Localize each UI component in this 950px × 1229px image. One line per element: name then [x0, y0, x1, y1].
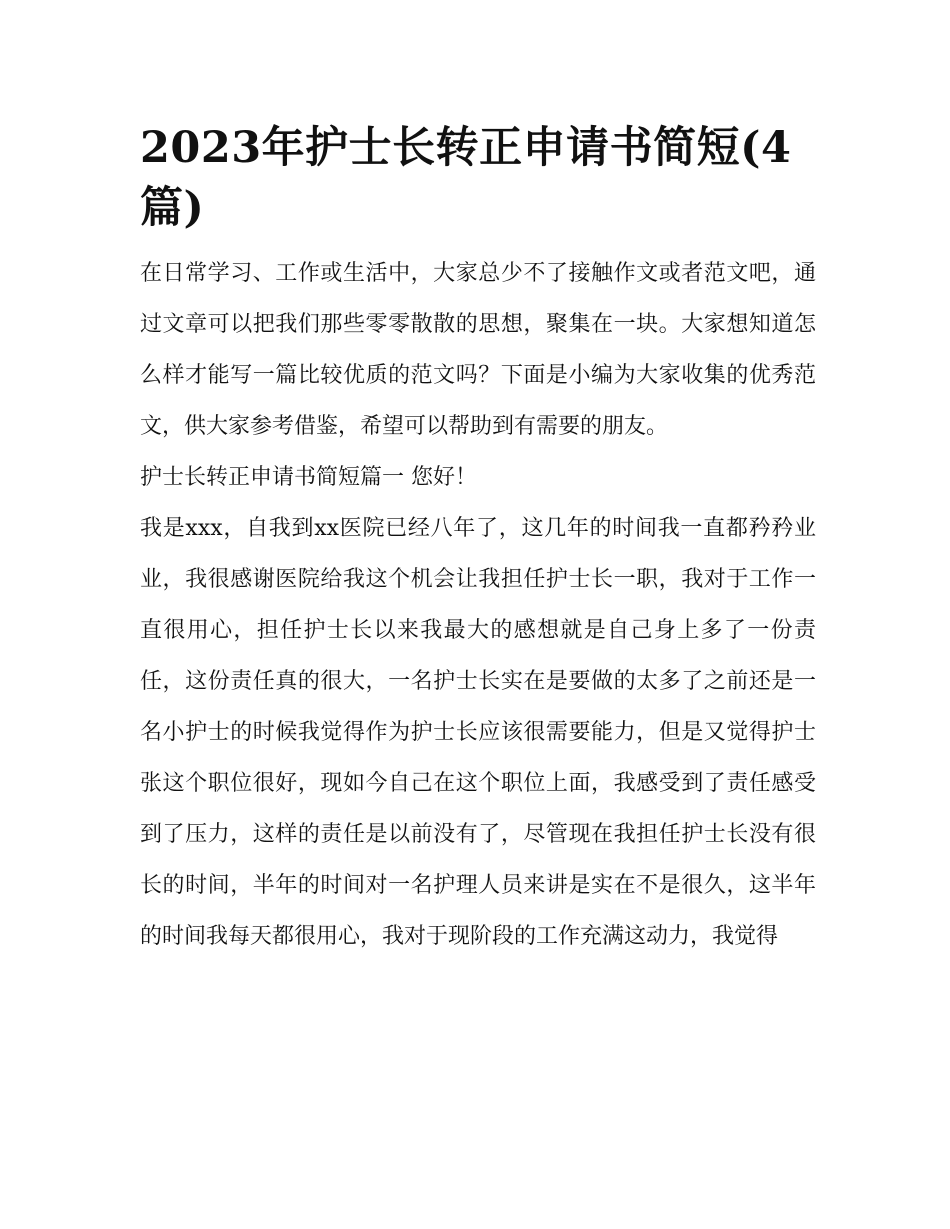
- intro-paragraph: 在日常学习、工作或生活中，大家总少不了接触作文或者范文吧，通过文章可以把我们那些零零散散的思想，聚集在一块。大家想知道怎么样才能写一篇比较优质的范文吗？下面是小编为大家收集的优秀范文，供大家参考借鉴，希望可以帮助到有需要的朋友。: [140, 261, 816, 439]
- document-title: 2023年护士长转正申请书简短(4篇): [140, 123, 792, 233]
- document-body: [140, 248, 816, 962]
- section-heading: 护士长转正申请书简短篇一 您好！: [140, 465, 477, 490]
- body-paragraph: 我是xxx，自我到xx医院已经八年了，这几年的时间我一直都矜矜业业，我很感谢医院给我这个机会让我担任护士长一职，我对于工作一直很用心，担任护士长以来我最大的感想就是自己身上多了一份责任，这份责任真的很大，一名护士长实在是要做的太多了之前还是一名小护士的时候我觉得作为护士长应该很需要能力，但是又觉得护士张这个职位很好，现如今自己在这个职位上面，我感受到了责任感受到了压力，这样的责任是以前没有了，尽管现在我担任护士长没有很长的时间，半年的时间对一名护理人员来讲是实在不是很久，这半年的时间我每天都很用心，我对于现阶段的工作充满这动力，我觉得: [140, 516, 816, 949]
- document-page: [140, 118, 816, 962]
